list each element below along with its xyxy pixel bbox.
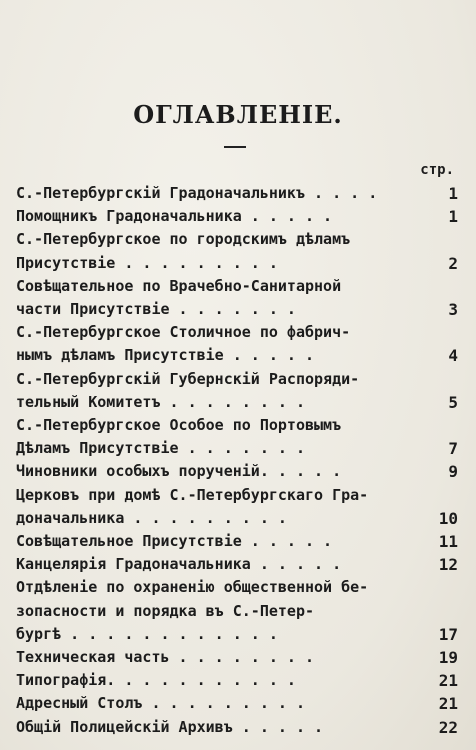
toc-entry [16,368,458,414]
toc-entry-title [16,228,432,274]
toc-entry-line: С.-Петербургскій Губернскій Распоряди- [16,369,360,388]
toc-entry-line: Присутствіе . . . . . . . . . [16,253,278,272]
toc-entry [16,275,458,321]
title-rule [224,146,246,148]
toc-entry-line: С.-Петербургское по городскимъ дѣламъ [16,230,351,249]
toc-entry-line: тельный Комитетъ . . . . . . . . [16,392,305,411]
toc-entry-page-number: 12 [438,555,458,575]
toc-entry [16,460,458,483]
toc-entry-line: Отдѣленіе по охраненію общественной бе- [16,578,369,597]
toc-entry-line: Общій Полицейскій Архивъ . . . . . [16,717,324,736]
toc-entry-title [16,576,432,646]
table-of-contents [16,182,458,739]
toc-entry-title [16,669,432,692]
toc-entry-page-number: 17 [438,624,458,644]
toc-entry-line: Дѣламъ Присутствіе . . . . . . . [16,439,305,458]
toc-entry [16,716,458,739]
toc-entry-title [16,460,432,483]
toc-entry [16,553,458,576]
toc-entry-line: Адресный Столъ . . . . . . . . . [16,694,305,713]
toc-entry-title [16,553,432,576]
toc-entry-page-number: 22 [438,717,458,737]
toc-entry-line: нымъ дѣламъ Присутствіе . . . . . [16,346,315,365]
toc-entry [16,646,458,669]
toc-entry-line: Совѣщательное Присутствіе . . . . . [16,532,333,551]
toc-entry [16,414,458,460]
toc-entry-title [16,716,432,739]
toc-entry-line: части Присутствіе . . . . . . . [16,300,296,319]
toc-entry-title [16,205,432,228]
toc-entry-line: Канцелярія Градоначальника . . . . . [16,555,342,574]
toc-entry-title [16,321,432,367]
toc-entry-line: Совѣщательное по Врачебно-Санитарной [16,276,342,295]
toc-entry-title [16,182,432,205]
toc-entry-title [16,692,432,715]
page-title: ОГЛАВЛЕНІЕ. [133,100,343,129]
toc-entry-page-number: 7 [448,439,458,459]
toc-entry-title [16,646,432,669]
toc-entry-line: Типографія. . . . . . . . . . . [16,671,296,690]
toc-entry-page-number: 10 [438,508,458,528]
toc-entry-line: бургѣ . . . . . . . . . . . . [16,624,278,643]
toc-entry-page-number: 2 [448,253,458,273]
toc-entry [16,692,458,715]
toc-entry [16,576,458,646]
toc-entry-page-number: 3 [448,300,458,320]
toc-entry-page-number: 1 [448,184,458,203]
toc-entry-line: С.-Петербургское Особое по Портовымъ [16,416,342,435]
toc-entry-title [16,368,432,414]
toc-entry-title [16,484,432,530]
toc-entry-title [16,275,432,321]
toc-entry [16,530,458,553]
toc-entry [16,669,458,692]
toc-entry-page-number: 4 [448,346,458,366]
toc-entry [16,321,458,367]
toc-entry-page-number: 21 [438,671,458,691]
toc-entry-page-number: 11 [438,532,458,552]
toc-entry [16,484,458,530]
toc-entry-line: Техническая часть . . . . . . . . [16,648,315,667]
toc-entry [16,205,458,228]
toc-entry-line: Помощникъ Градоначальника . . . . . [16,207,333,226]
toc-entry-page-number: 19 [438,648,458,668]
toc-entry-line: С.-Петербургскій Градоначальникъ . . . . [16,184,378,202]
toc-entry-line: доначальника . . . . . . . . . [16,508,287,527]
toc-entry-page-number: 21 [438,694,458,714]
toc-entry-line: Церковъ при домѣ С.-Петербургскаго Гра- [16,485,369,504]
toc-entry-page-number: 1 [448,207,458,227]
toc-entry [16,182,458,205]
toc-entry-title [16,414,432,460]
page-column-label: стр. [420,162,454,178]
toc-entry [16,228,458,274]
toc-entry-line: С.-Петербургское Столичное по фабрич- [16,323,351,342]
toc-entry-page-number: 9 [448,462,458,482]
toc-entry-line: Чиновники особыхъ порученій. . . . . [16,462,342,481]
toc-entry-title [16,530,432,553]
toc-entry-page-number: 5 [448,392,458,412]
toc-entry-line: зопасности и порядка въ С.-Петер- [16,601,315,620]
